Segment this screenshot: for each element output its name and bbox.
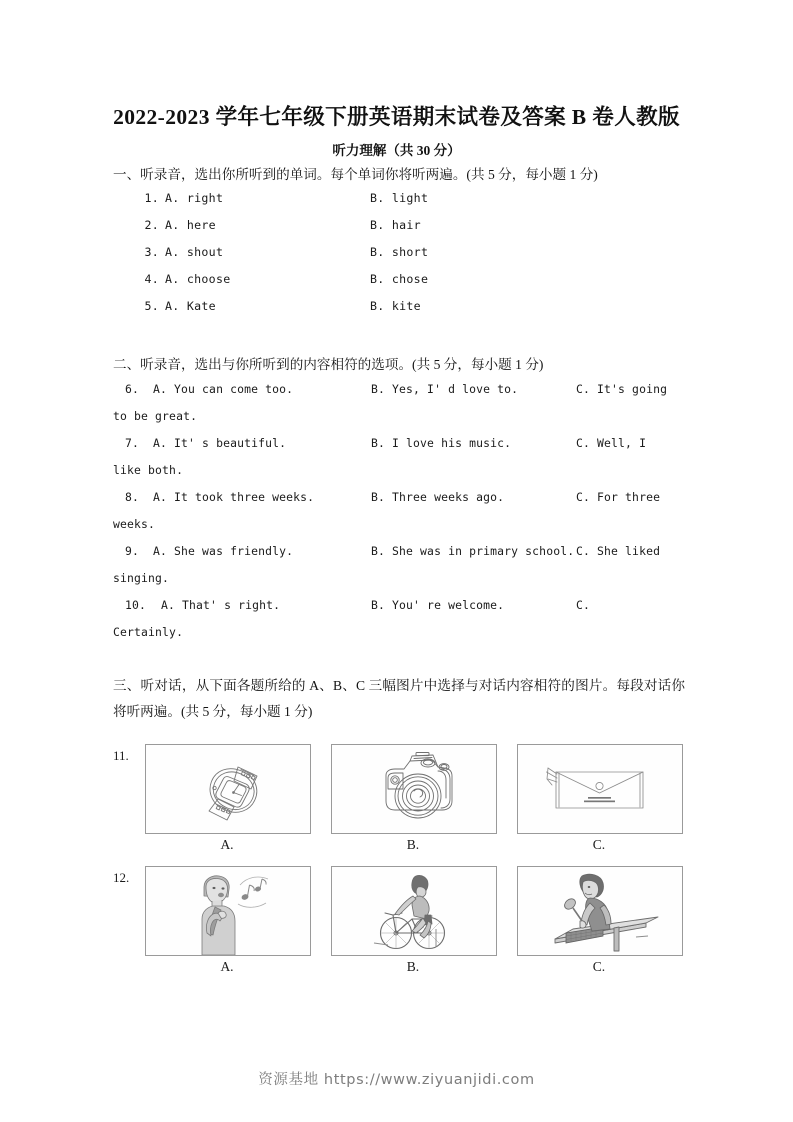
question-row-wrap (113, 571, 688, 598)
option-a[interactable]: A. That' s right. (161, 598, 281, 612)
wallet-brand-text (584, 797, 615, 802)
singing-person-icon (146, 867, 310, 955)
option-c[interactable]: C. Well, I (576, 436, 647, 450)
option-a[interactable]: A. Kate (165, 299, 216, 313)
camera-icon (332, 745, 496, 833)
picture-option-c-table-tennis[interactable] (517, 866, 683, 956)
question-row (113, 191, 685, 218)
picture-option-label-b: B. (406, 837, 420, 852)
option-b[interactable]: B. light (370, 191, 429, 205)
question-row-wrap (113, 463, 688, 490)
picture-option-b-camera[interactable] (331, 744, 497, 834)
option-c-continuation: to be great. (113, 409, 198, 423)
question-row (113, 598, 688, 625)
part1-instruction: 一、听录音，选出你所听到的单词。每个单词你将听两遍。(共 5 分，每小题 1 分) (113, 167, 598, 182)
question-row (113, 218, 685, 245)
question-number: 2. (144, 218, 159, 232)
picture-option-a-watch[interactable] (145, 744, 311, 834)
option-c-continuation: weeks. (113, 517, 156, 531)
option-b[interactable]: B. short (370, 245, 429, 259)
option-b[interactable]: B. hair (370, 218, 421, 232)
option-b[interactable]: B. Yes, I' d love to. (371, 382, 519, 396)
option-c[interactable]: C. (576, 598, 591, 612)
question-row (113, 272, 685, 299)
option-a[interactable]: A. shout (165, 245, 224, 259)
question-number: 7. (125, 436, 140, 450)
question-row (113, 490, 688, 517)
option-c[interactable]: C. She liked (576, 544, 661, 558)
option-a[interactable]: A. She was friendly. (153, 544, 294, 558)
question-number: 6. (125, 382, 140, 396)
option-b[interactable]: B. You' re welcome. (371, 598, 505, 612)
option-a[interactable]: A. It' s beautiful. (153, 436, 287, 450)
question-row (113, 436, 688, 463)
question-number: 1. (144, 191, 159, 205)
question-row (113, 245, 685, 272)
option-c-continuation: singing. (113, 571, 170, 585)
part3-instruction: 三、听对话，从下面各题所给的 A、B、C 三幅图片中选择与对话内容相符的图片。每段对话你将听两遍。(共 5 分，每小题 1 分) (113, 678, 685, 719)
part1-question-list (113, 191, 685, 326)
section-heading-listening: 听力理解（共 30 分） (332, 143, 461, 158)
table-tennis-player-icon (518, 867, 682, 955)
picture-option-a-singing[interactable] (145, 866, 311, 956)
picture-option-label-c: C. (592, 959, 606, 974)
question-number: 5. (144, 299, 159, 313)
part2-question-list (113, 382, 688, 652)
question-row-wrap (113, 409, 688, 436)
question-number: 4. (144, 272, 159, 286)
picture-option-b-cycling[interactable] (331, 866, 497, 956)
question-number: 12. (113, 870, 130, 885)
option-a[interactable]: A. You can come too. (153, 382, 294, 396)
picture-option-c-wallet[interactable] (517, 744, 683, 834)
question-number: 3. (144, 245, 159, 259)
wristwatch-icon (146, 745, 310, 833)
music-note-icon (241, 879, 266, 900)
option-b[interactable]: B. chose (370, 272, 429, 286)
option-c-continuation: Certainly. (113, 625, 184, 639)
option-a[interactable]: A. here (165, 218, 216, 232)
option-a[interactable]: A. right (165, 191, 224, 205)
question-row (113, 299, 685, 326)
footer-watermark: 资源基地 https://www.ziyuanjidi.com (258, 1072, 535, 1088)
option-b[interactable]: B. kite (370, 299, 421, 313)
question-number: 10. (125, 598, 147, 612)
wallet-icon (518, 745, 682, 833)
question-row (113, 382, 688, 409)
option-c-continuation: like both. (113, 463, 184, 477)
question-number: 9. (125, 544, 140, 558)
option-a[interactable]: A. It took three weeks. (153, 490, 315, 504)
question-row-wrap (113, 625, 688, 652)
option-b[interactable]: B. She was in primary school. (371, 544, 575, 558)
option-b[interactable]: B. I love his music. (371, 436, 512, 450)
question-row-wrap (113, 517, 688, 544)
cyclist-icon (332, 867, 496, 955)
page-title: 2022-2023 学年七年级下册英语期末试卷及答案 B 卷人教版 (113, 105, 680, 129)
picture-option-label-b: B. (406, 959, 420, 974)
question-number: 8. (125, 490, 140, 504)
option-c[interactable]: C. It's going (576, 382, 668, 396)
picture-option-label-a: A. (220, 959, 234, 974)
picture-option-label-c: C. (592, 837, 606, 852)
option-c[interactable]: C. For three (576, 490, 661, 504)
question-row (113, 544, 688, 571)
picture-option-label-a: A. (220, 837, 234, 852)
part2-instruction: 二、听录音，选出与你所听到的内容相符的选项。(共 5 分，每小题 1 分) (113, 357, 544, 372)
option-b[interactable]: B. Three weeks ago. (371, 490, 505, 504)
question-number: 11. (113, 748, 129, 763)
option-a[interactable]: A. choose (165, 272, 231, 286)
